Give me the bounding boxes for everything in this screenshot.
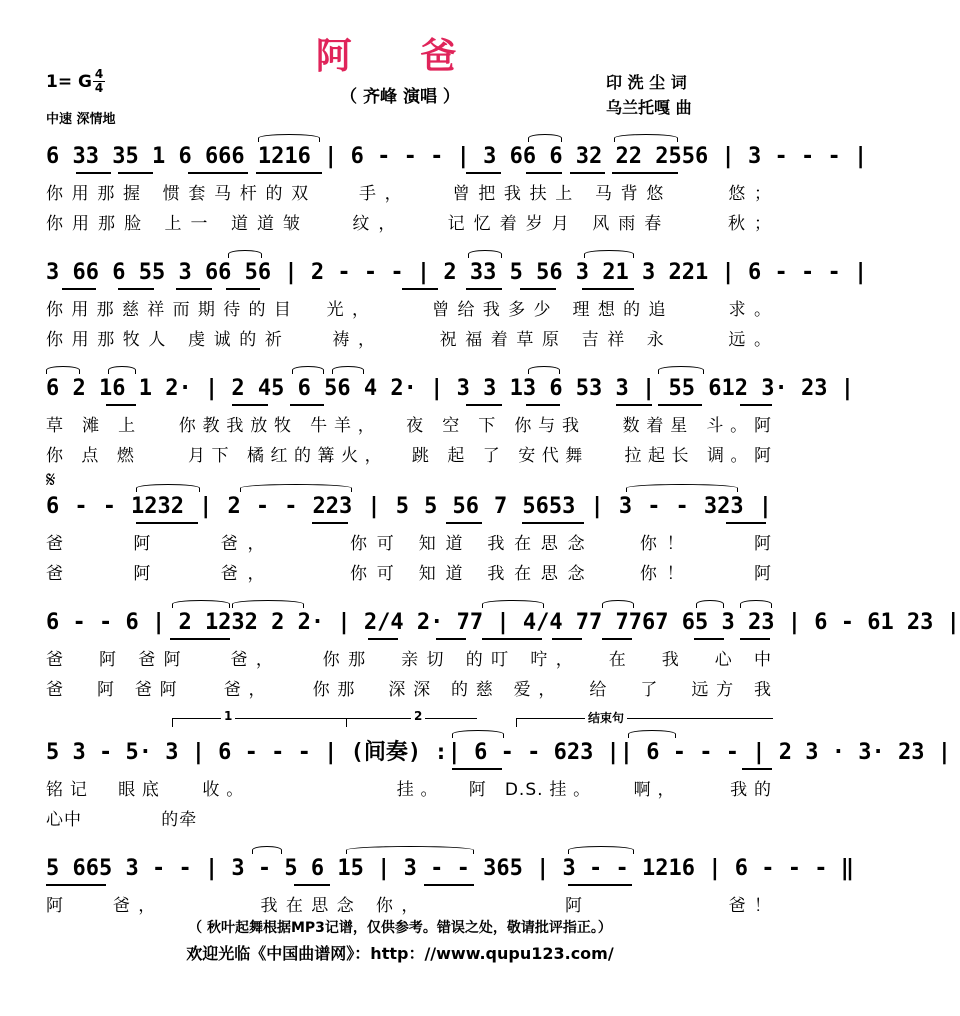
beam (658, 404, 702, 406)
tie (626, 484, 738, 492)
slur (252, 846, 282, 854)
beam (312, 522, 348, 524)
slur (136, 484, 200, 492)
beam (742, 768, 772, 770)
lyrics-verse-2: 爸 阿 爸阿 爸， 你那 深深 的慈 爱， 给 了 远方 我 (46, 680, 772, 700)
notation-line: 6 2 16 1 2· | 2 45 6 56 4 2· | 3 3 13 6 53 3 | 55 612 3· 23 | (46, 376, 854, 401)
lyrics-verse-1: 爸 阿 爸， 你可 知道 我在思念 你！ 阿 (46, 534, 772, 554)
slur (602, 600, 634, 608)
volta-bracket-1: 1 (172, 718, 347, 727)
time-signature: $\frac{4}{4}$ (94, 67, 104, 95)
beam (520, 288, 556, 290)
beam (136, 522, 198, 524)
beam (740, 638, 770, 640)
score-row-5 (46, 606, 960, 736)
ending-bracket: 结束句 (516, 718, 773, 727)
slur (108, 366, 136, 374)
beam (602, 638, 632, 640)
slur (292, 366, 324, 374)
slur (332, 366, 364, 374)
beam (294, 884, 330, 886)
lyrics-verse-2: 爸 阿 爸， 你可 知道 我在思念 你！ 阿 (46, 564, 772, 584)
beam (526, 404, 560, 406)
beam (482, 638, 542, 640)
slur (528, 366, 560, 374)
slur (658, 366, 704, 374)
beam (694, 638, 724, 640)
score-row-4 (46, 468, 772, 620)
tie (232, 600, 304, 608)
beam (118, 288, 154, 290)
slur (452, 730, 504, 738)
slur (46, 366, 80, 374)
beam (436, 638, 466, 640)
beam (170, 638, 230, 640)
segno-icon: 𝄋 (46, 468, 56, 493)
lyrics-verse-2: 你用那脸 上一 道道皱 纹， 记忆着岁月 风雨春 秋； (46, 214, 772, 234)
slur (628, 730, 676, 738)
beam (76, 172, 111, 174)
beam (526, 172, 562, 174)
slur (172, 600, 230, 608)
beam (726, 522, 766, 524)
beam (466, 172, 501, 174)
beam (188, 172, 248, 174)
score-row-3 (46, 372, 854, 502)
beam (582, 288, 634, 290)
notation-line: 5 665 3 - - | 3 - 5 6 15 | 3 - - 365 | 3 - - 1216 | 6 - - - ‖ (46, 856, 854, 881)
site-footer: 欢迎光临《中国曲谱网》：http：//www.qupu123.com/ (186, 944, 614, 963)
slur (584, 250, 634, 258)
tie (346, 846, 474, 854)
slur (614, 134, 678, 142)
beam (176, 288, 212, 290)
slur (528, 134, 562, 142)
beam (424, 884, 474, 886)
notation-line: 6 - - 6 | 2 1232 2 2· | 2/4 2· 77 | 4/4 77 7767 65 3 23 | 6 - 61 23 | (46, 610, 960, 635)
lyrics-verse-2: 心中 的牵 (46, 810, 198, 830)
transcription-note: （ 秋叶起舞根据MP3记谱，仅供参考。错误之处，敬请批评指正。） (188, 920, 612, 936)
score-row-1 (46, 140, 868, 270)
beam (522, 522, 584, 524)
slur (696, 600, 724, 608)
lyrics-verse-1: 爸 阿 爸阿 爸， 你那 亲切 的叮 咛， 在 我 心 中 (46, 650, 772, 670)
beam (232, 404, 268, 406)
tie (240, 484, 352, 492)
notation-line: 6 - - 1232 | 2 - - 223 | 5 5 56 7 5653 | 3 - - 323 | (46, 494, 772, 519)
lyrics-verse-1: 你用那慈祥而期待的目 光， 曾给我多少 理想的追 求。 (46, 300, 772, 320)
beam (368, 638, 398, 640)
beam (106, 404, 136, 406)
beam (46, 884, 106, 886)
slur (228, 250, 262, 258)
slur (740, 600, 772, 608)
lyrics-verse-1: 草 滩 上 你教我放牧 牛羊， 夜 空 下 你与我 数着星 斗。阿 (46, 416, 772, 436)
beam (256, 172, 322, 174)
slur (468, 250, 502, 258)
key-signature: 1= G (46, 72, 92, 92)
beam (226, 288, 260, 290)
lyrics-verse-1: 铭记 眼底 收。 挂。 阿 D.S.挂。 啊， 我的 (46, 780, 772, 800)
beam (616, 404, 652, 406)
notation-line: 6 33 35 1 6 666 1216 | 6 - - - | 3 66 6 32 22 2556 | 3 - - - | (46, 144, 868, 169)
beam (118, 172, 153, 174)
lyrics-final: 阿 爸， 我在思念 你， 阿 爸！ (46, 896, 772, 916)
slur (568, 846, 634, 854)
beam (62, 288, 96, 290)
beam (570, 172, 605, 174)
singer-credit: （ 齐峰 演唱 ） (340, 87, 460, 107)
lyrics-verse-2: 你 点 燃 月下 橘红的篝火， 跳 起 了 安代舞 拉起长 调。阿 (46, 446, 772, 466)
notation-line: 3 66 6 55 3 66 56 | 2 - - - | 2 33 5 56 3 21 3 221 | 6 - - - | (46, 260, 868, 285)
beam (552, 638, 582, 640)
beam (568, 884, 632, 886)
lyricist-credit: 印 洗 尘 词 (606, 73, 687, 92)
beam (466, 288, 502, 290)
volta-bracket-2: 2 (346, 718, 477, 727)
beam (446, 522, 482, 524)
lyrics-verse-2: 你用那牧人 虔诚的祈 祷， 祝福着草原 吉祥 永 远。 (46, 330, 772, 350)
beam (402, 288, 438, 290)
lyrics-verse-1: 你用那握 惯套马杆的双 手， 曾把我扶上 马背悠 悠； (46, 184, 772, 204)
beam (466, 404, 502, 406)
composer-credit: 乌兰托嘎 曲 (606, 98, 692, 117)
slur (258, 134, 320, 142)
beam (612, 172, 678, 174)
tempo-marking: 中速 深情地 (46, 112, 116, 127)
beam (452, 768, 502, 770)
beam (740, 404, 772, 406)
song-title: 阿 爸 (315, 36, 485, 77)
beam (290, 404, 324, 406)
slur (482, 600, 544, 608)
notation-line: 5 3 - 5· 3 | 6 - - - | (间奏) :| 6 - - 623 || 6 - - - | 2 3 · 3· 23 | (46, 740, 951, 765)
